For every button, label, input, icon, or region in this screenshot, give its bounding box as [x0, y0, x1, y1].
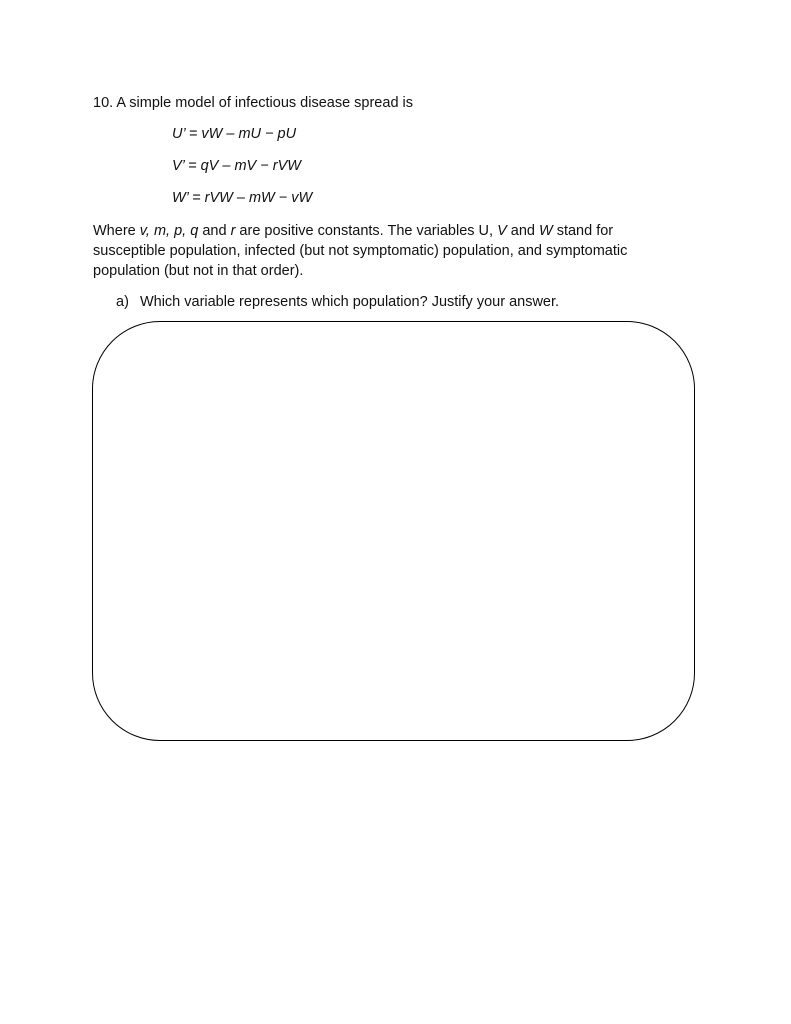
equation-w-text: W’ = rVW – mW − vW — [172, 190, 313, 206]
desc-text-2: and — [198, 223, 231, 239]
desc-text-4: and — [506, 223, 539, 239]
desc-text-3: are positive constants. The variables U, — [235, 223, 498, 239]
question-number: 10. — [93, 95, 114, 111]
question-intro: A simple model of infectious disease spread is — [116, 95, 414, 111]
equation-v-text: V’ = qV – mV − rVW — [172, 158, 301, 174]
equation-u — [172, 124, 296, 144]
desc-constants: v, m, p, q — [139, 223, 199, 239]
description-line-2: susceptible population, infected (but not symptomatic) population, and symptomatic — [93, 243, 628, 259]
part-a-text: Which variable represents which population? Justify your answer. — [139, 294, 560, 310]
part-a-label: a) — [116, 294, 129, 310]
desc-text-1: Where — [93, 223, 140, 239]
desc-variable-v: V — [497, 223, 507, 239]
description-line-1 — [93, 221, 627, 241]
part-a — [116, 292, 559, 312]
desc-variable-w: W — [539, 223, 553, 239]
desc-constant-r: r — [230, 223, 236, 239]
equation-u-text: U’ = vW – mU − pU — [172, 126, 297, 142]
question-header — [93, 93, 413, 113]
answer-box[interactable] — [92, 321, 695, 741]
desc-text-5: stand for — [552, 223, 614, 239]
description-line-3: population (but not in that order). — [93, 263, 304, 279]
equation-v — [172, 156, 301, 176]
equation-w — [172, 188, 312, 208]
description-paragraph — [93, 221, 627, 281]
